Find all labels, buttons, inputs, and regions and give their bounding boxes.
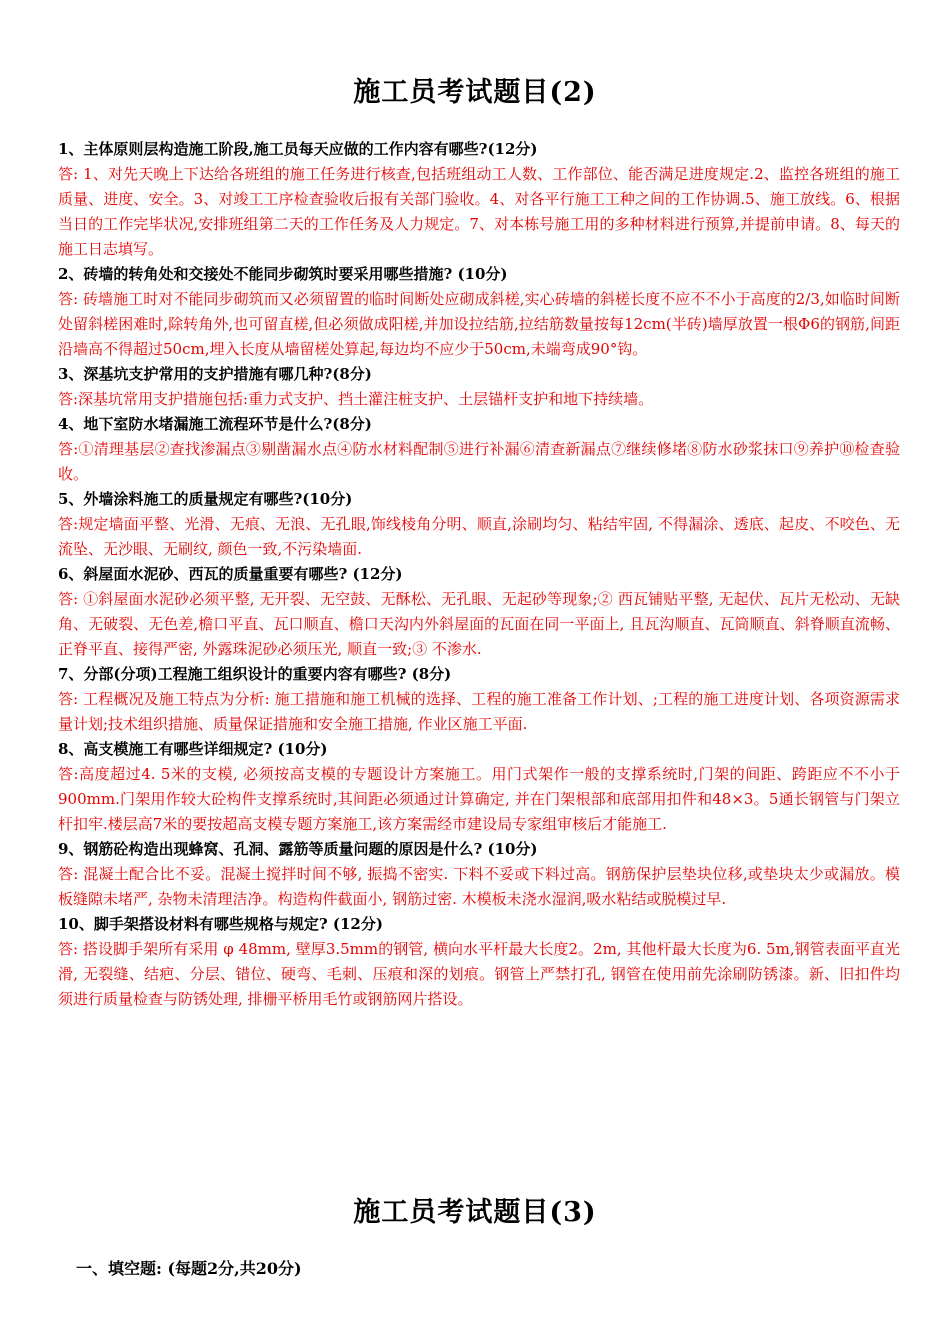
- qa-item: [58, 487, 900, 562]
- question: 8、高支模施工有哪些详细规定? (10分): [58, 740, 328, 758]
- question: 3、深基坑支护常用的支护措施有哪几种?(8分): [58, 365, 372, 383]
- question: 1、主体原则层构造施工阶段,施工员每天应做的工作内容有哪些?(12分): [58, 140, 538, 158]
- answer: 答: 混凝土配合比不妥。混凝土搅拌时间不够, 振捣不密实. 下料不妥或下料过高。钢筋保护层垫块位移,或垫块太少或漏放。模板缝隙未堵严, 杂物未清理洁净。构造构件截面小, 钢筋过密. 木模板未浇水湿润,吸水粘结或脱模过早.: [58, 865, 900, 908]
- qa-item: [58, 662, 900, 737]
- question: 9、钢筋砼构造出现蜂窝、孔洞、露筋等质量问题的原因是什么? (10分): [58, 840, 538, 858]
- qa-list: [58, 137, 900, 1012]
- question: 4、地下室防水堵漏施工流程环节是什么?(8分): [58, 415, 372, 433]
- qa-item: [58, 912, 900, 1012]
- answer: 答: ①斜屋面水泥砂必须平整, 无开裂、无空鼓、无酥松、无孔眼、无起砂等现象;② 西瓦铺贴平整, 无起伏、瓦片无松动、无缺角、无破裂、无色差,檐口平直、瓦口顺直、檐口天沟内外斜屋面的瓦面在同一平面上, 且瓦沟顺直、瓦筒顺直、斜脊顺直流畅、正脊平直、接得严密, 外露珠泥砂必须压光, 顺直一致;③ 不渗水.: [58, 590, 900, 658]
- qa-item: [58, 562, 900, 662]
- question: 2、砖墙的转角处和交接处不能同步砌筑时要采用哪些措施? (10分): [58, 265, 508, 283]
- question: 10、脚手架搭设材料有哪些规格与规定? (12分): [58, 915, 383, 933]
- question: 6、斜屋面水泥砂、西瓦的质量重要有哪些? (12分): [58, 565, 403, 583]
- answer: 答:①清理基层②查找渗漏点③剔凿漏水点④防水材料配制⑤进行补漏⑥清查新漏点⑦继续修堵⑧防水砂浆抹口⑨养护⑩检查验收。: [58, 440, 900, 483]
- qa-item: [58, 837, 900, 912]
- page-title-exam-2: 施工员考试题目(2): [353, 77, 597, 108]
- answer: 答:高度超过4. 5米的支模, 必须按高支模的专题设计方案施工。用门式架作一般的支撑系统时,门架的间距、跨距应不不小于900mm.门架用作较大砼构件支撑系统时,其间距必须通过计算确定, 并在门架根部和底部用扣件和48×3。5通长钢管与门架立杆扣牢.楼层高7米的要按超高支模专题方案施工,该方案需经市建设局专家组审核后才能施工.: [58, 765, 900, 833]
- answer: 答:规定墙面平整、光滑、无痕、无浪、无孔眼,饰线棱角分明、顺直,涂刷均匀、粘结牢固, 不得漏涂、透底、起皮、不咬色、无流坠、无沙眼、无刷纹, 颜色一致,不污染墙面.: [58, 515, 900, 558]
- answer: 答: 搭设脚手架所有采用 φ 48mm, 壁厚3.5mm的钢管, 横向水平杆最大长度2。2m, 其他杆最大长度为6. 5m,钢管表面平直光滑, 无裂缝、结疤、分层、错位、硬弯、毛刺、压痕和深的划痕。钢管上严禁打孔, 钢管在使用前先涂刷防锈漆。新、旧扣件均须进行质量检查与防锈处理, 排栅平桥用毛竹或钢筋网片搭设。: [58, 940, 900, 1008]
- question: 7、分部(分项)工程施工组织设计的重要内容有哪些? (8分): [58, 665, 452, 683]
- answer: 答: 工程概况及施工特点为分析: 施工措施和施工机械的选择、工程的施工准备工作计划、;工程的施工进度计划、各项资源需求量计划;技术组织措施、质量保证措施和安全施工措施, 作业区施工平面.: [58, 690, 900, 733]
- question: 5、外墙涂料施工的质量规定有哪些?(10分): [58, 490, 353, 508]
- qa-item: [58, 262, 900, 362]
- answer: 答: 砖墙施工时对不能同步砌筑而又必须留置的临时间断处应砌成斜槎,实心砖墙的斜槎长度不应不不小于高度的2/3,如临时间断处留斜槎困难时,除转角外,也可留直槎,但必须做成阳槎,并加设拉结筋,拉结筋数量按每12cm(半砖)墙厚放置一根Φ6的钢筋,间距沿墙高不得超过50cm,埋入长度从墙留槎处算起,每边均不应少于50cm,未端弯成90°钩。: [58, 290, 900, 358]
- answer: 答: 1、对先天晚上下达给各班组的施工任务进行核查,包括班组动工人数、工作部位、能否满足进度规定.2、监控各班组的施工质量、进度、安全。3、对竣工工序检查验收后报有关部门验收。4、对各平行施工工种之间的工作协调.5、施工放线。6、根据当日的工作完毕状况,安排班组第二天的工作任务及人力规定。7、对本栋号施工用的多种材料进行预算,并提前申请。8、每天的施工日志填写。: [58, 165, 900, 258]
- answer: 答:深基坑常用支护措施包括:重力式支护、挡土灌注桩支护、土层锚杆支护和地下持续墙。: [58, 390, 654, 408]
- qa-item: [58, 362, 900, 412]
- section-heading-fill-in-blank: 一、填空题: (每题2分,共20分): [76, 1259, 302, 1278]
- qa-item: [58, 412, 900, 487]
- page-title-exam-3: 施工员考试题目(3): [353, 1197, 597, 1228]
- qa-item: [58, 137, 900, 262]
- qa-item: [58, 737, 900, 837]
